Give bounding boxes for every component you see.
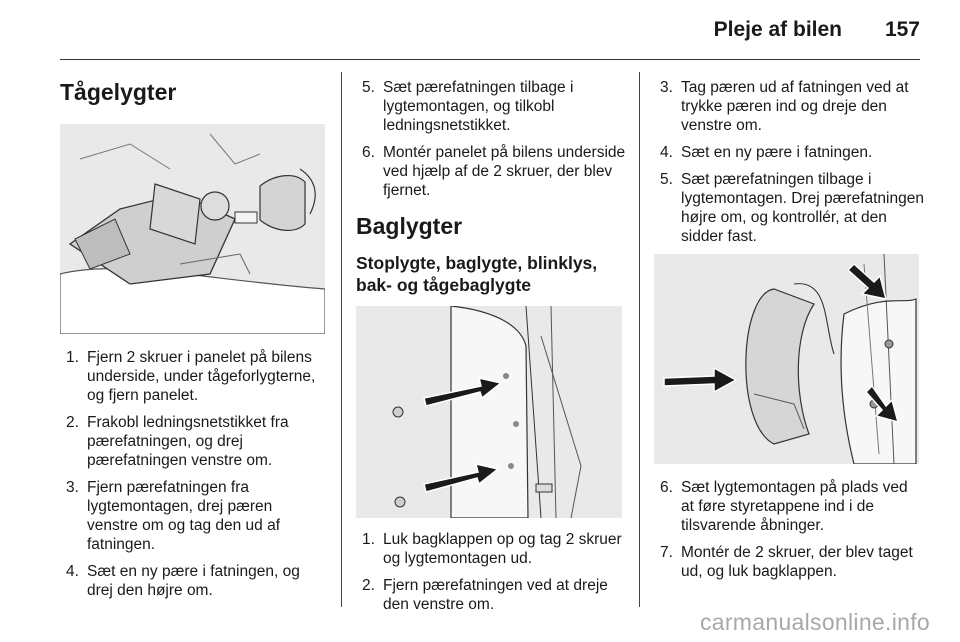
list-item: 6. Montér panelet på bilens underside ved hjælp af de 2 skruer, der blev fjernet. [362, 144, 626, 199]
list-item: 5. Sæt pærefatningen tilbage i lygtemontagen. Drej pærefatningen højre om, og kontrollér, at den sidder fast. [660, 171, 924, 245]
watermark-text: carmanualsonline.info [699, 609, 930, 635]
column-3 [654, 78, 924, 589]
list-item: 1. Luk bagklappen op og tag 2 skruer og lygtemontagen ud. [362, 531, 622, 567]
column-divider [639, 72, 640, 607]
list-item: 5. Sæt pærefatningen tilbage i lygtemontagen, og tilkobl ledningsnetstikket. [362, 79, 574, 134]
list-item: 2. Fjern pærefatningen ved at dreje den venstre om. [362, 577, 608, 613]
list-item: 6. Sæt lygtemontagen på plads ved at føre styretappene ind i de tilsvarende åbninger. [660, 479, 908, 534]
column-divider [341, 72, 342, 607]
steps-list [60, 348, 325, 600]
fog-light-illustration [60, 124, 325, 334]
list-item: 3. Fjern pærefatningen fra lygtemontagen, drej pæren venstre om og tag den ud af fatningen. [66, 479, 281, 553]
list-item: 1. Fjern 2 skruer i panelet på bilens underside, under tågeforlygterne, og fjern panelet. [66, 349, 316, 404]
list-item: 4. Sæt en ny pære i fatningen, og drej den højre om. [66, 563, 300, 599]
list-item: 4. Sæt en ny pære i fatningen. [660, 144, 873, 161]
list-item: 3. Tag pæren ud af fatningen ved at trykke pæren ind og dreje den venstre om. [660, 79, 909, 134]
subsection-heading: Stoplygte, baglygte, blinklys, bak- og tågebaglygte [356, 253, 598, 295]
steps-list [654, 78, 924, 246]
list-item: 2. Frakobl ledningsnetstikket fra pærefatningen, og drej pærefatningen venstre om. [66, 414, 289, 469]
list-item: 7. Montér de 2 skruer, der blev taget ud, og luk bagklappen. [660, 544, 913, 580]
column-2 [356, 78, 626, 622]
steps-list [356, 78, 626, 200]
section-heading-fog-lights: Tågelygter [60, 79, 177, 105]
rear-light-removal-illustration [356, 306, 622, 518]
steps-list [654, 478, 924, 581]
page-number: 157 [884, 18, 920, 41]
column-1 [60, 78, 325, 608]
header-divider [60, 59, 920, 60]
steps-list [356, 530, 626, 614]
page-header-title: Pleje af bilen [713, 18, 842, 41]
rear-light-refit-illustration [654, 254, 919, 464]
section-heading-rear-lights: Baglygter [356, 213, 463, 239]
